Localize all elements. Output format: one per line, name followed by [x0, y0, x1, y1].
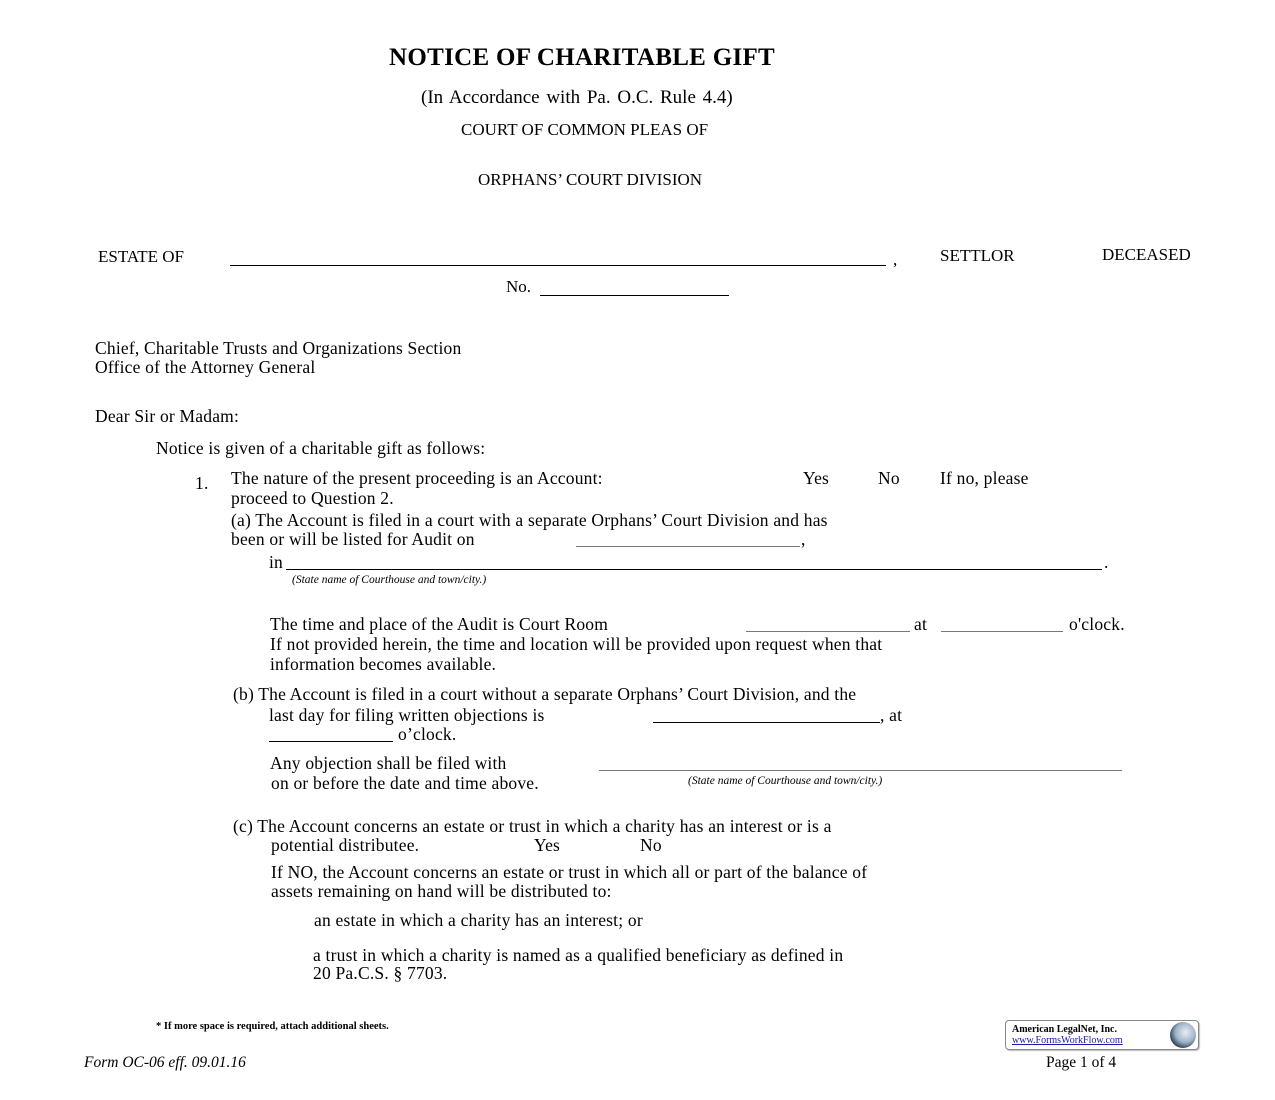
- section-a-line-2: been or will be listed for Audit on: [231, 529, 475, 549]
- settlor-option[interactable]: SETTLOR: [940, 246, 1015, 265]
- estate-name-field[interactable]: [230, 250, 886, 266]
- objection-date-field[interactable]: [653, 707, 880, 723]
- objection-time-field[interactable]: [269, 726, 393, 742]
- objection-courthouse-hint: (State name of Courthouse and town/city.): [688, 775, 883, 787]
- section-c-option-2-line-2: 20 Pa.C.S. § 7703.: [313, 963, 448, 983]
- audit-note-line-1: If not provided herein, the time and location will be provided upon request when that: [270, 634, 883, 654]
- american-legalnet-logo: [1005, 1020, 1199, 1050]
- objection-at-label: , at: [880, 705, 903, 725]
- estate-label: ESTATE OF: [98, 247, 185, 266]
- question-1-if-no-cont: proceed to Question 2.: [231, 488, 394, 508]
- audit-oclock-label: o'clock.: [1069, 614, 1125, 634]
- objection-filed-with-label: Any objection shall be filed with: [270, 753, 507, 773]
- court-room-field[interactable]: [746, 616, 910, 632]
- audit-time-field[interactable]: [941, 616, 1063, 632]
- logo-company-name: American LegalNet, Inc.: [1012, 1024, 1117, 1035]
- document-subtitle: (In Accordance with Pa. O.C. Rule 4.4): [421, 87, 733, 108]
- question-1-no-option[interactable]: No: [878, 468, 900, 488]
- objection-line-2: on or before the date and time above.: [271, 773, 539, 793]
- page-number: Page 1 of 4: [1046, 1054, 1117, 1071]
- document-title: NOTICE OF CHARITABLE GIFT: [389, 44, 776, 71]
- audit-courthouse-field[interactable]: [286, 554, 1102, 570]
- footnote: * If more space is required, attach additional sheets.: [156, 1021, 389, 1032]
- in-label: in: [269, 552, 284, 572]
- objection-courthouse-field[interactable]: [599, 755, 1122, 771]
- audit-courthouse-period: .: [1104, 552, 1109, 572]
- case-number-label: No.: [506, 277, 532, 296]
- section-c-no-option[interactable]: No: [640, 835, 662, 855]
- form-id: Form OC-06 eff. 09.01.16: [84, 1054, 246, 1071]
- audit-date-comma: ,: [801, 529, 806, 549]
- question-1-yes-option[interactable]: Yes: [803, 468, 830, 488]
- estate-comma: ,: [893, 250, 898, 269]
- audit-at-label: at: [914, 614, 928, 634]
- deceased-option[interactable]: DECEASED: [1102, 245, 1191, 264]
- section-c-line-2: potential distributee.: [271, 835, 420, 855]
- objection-oclock-label: o’clock.: [398, 724, 457, 744]
- section-c-if-no-line-2: assets remaining on hand will be distributed to:: [271, 881, 612, 901]
- audit-date-field[interactable]: [576, 531, 800, 547]
- intro-text: Notice is given of a charitable gift as follows:: [156, 438, 486, 458]
- section-c-yes-option[interactable]: Yes: [534, 835, 561, 855]
- audit-courthouse-hint: (State name of Courthouse and town/city.): [292, 574, 487, 586]
- court-line: COURT OF COMMON PLEAS OF: [461, 120, 709, 139]
- question-1-number: 1.: [195, 473, 209, 493]
- logo-url-link[interactable]: www.FormsWorkFlow.com: [1012, 1035, 1123, 1046]
- addressee-line-2: Office of the Attorney General: [95, 357, 316, 377]
- question-1-text: The nature of the present proceeding is an Account:: [231, 468, 603, 488]
- section-b-line-2: last day for filing written objections is: [269, 705, 545, 725]
- question-1-if-no: If no, please: [940, 468, 1029, 488]
- section-c-option-2-line-1[interactable]: a trust in which a charity is named as a qualified beneficiary as defined in: [313, 945, 844, 965]
- section-a-line-1: (a) The Account is filed in a court with a separate Orphans’ Court Division and has: [231, 510, 828, 530]
- audit-time-line: The time and place of the Audit is Court Room: [270, 614, 609, 634]
- audit-note-line-2: information becomes available.: [270, 654, 497, 674]
- division-line: ORPHANS’ COURT DIVISION: [478, 170, 703, 189]
- section-c-option-1[interactable]: an estate in which a charity has an interest; or: [314, 910, 643, 930]
- salutation: Dear Sir or Madam:: [95, 406, 240, 426]
- addressee-line-1: Chief, Charitable Trusts and Organizations Section: [95, 338, 462, 358]
- globe-icon: [1170, 1022, 1196, 1048]
- section-c-if-no-line-1: If NO, the Account concerns an estate or trust in which all or part of the balance of: [271, 862, 868, 882]
- section-c-line-1: (c) The Account concerns an estate or trust in which a charity has an interest or is a: [233, 816, 832, 836]
- section-b-line-1: (b) The Account is filed in a court without a separate Orphans’ Court Division, and the: [233, 684, 857, 704]
- case-number-field[interactable]: [540, 280, 729, 296]
